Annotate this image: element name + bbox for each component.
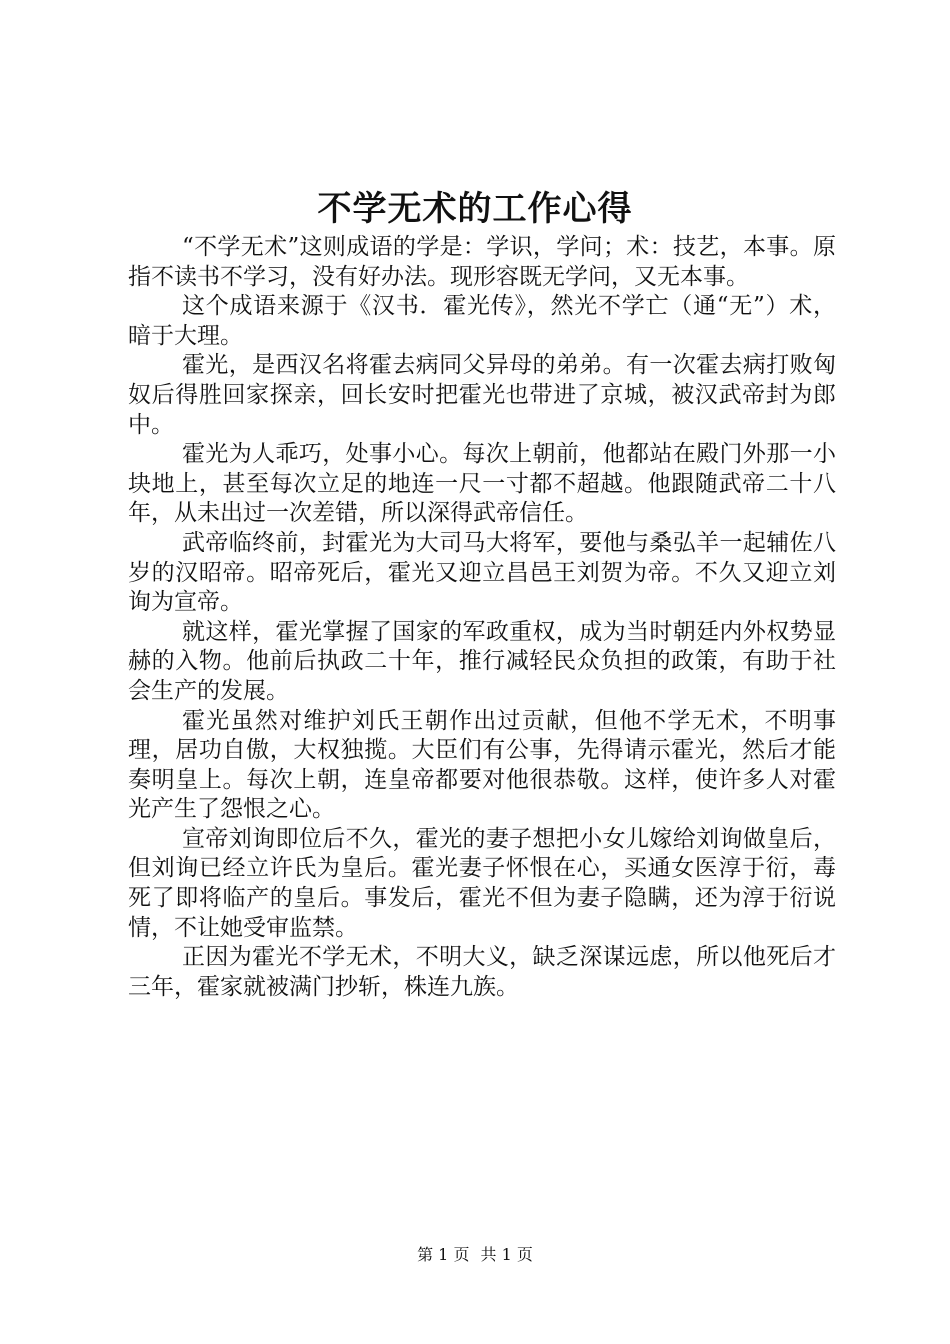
paragraph-1: “不学无术”这则成语的学是：学识，学问；术：技艺，本事。原指不读书不学习，没有好办法。现形容既无学问，又无本事。: [128, 234, 836, 290]
paragraph-6: 就这样，霍光掌握了国家的军政重权，成为当时朝廷内外权势显赫的入物。他前后执政二十年，推行减轻民众负担的政策，有助于社会生产的发展。: [128, 618, 836, 704]
paragraph-7: 霍光虽然对维护刘氏王朝作出过贡献，但他不学无术，不明事理，居功自傲，大权独揽。大臣们有公事，先得请示霍光，然后才能奏明皇上。每次上朝，连皇帝都要对他很恭敬。这样，使许多人对霍光产生了怨恨之心。: [128, 707, 836, 823]
document-body: [128, 233, 836, 1002]
paragraph-2: 这个成语来源于《汉书．霍光传》，然光不学亡（通“无”）术，暗于大理。: [128, 293, 836, 349]
page-number: 第 1 页: [417, 1245, 470, 1264]
document-title: 不学无术的工作心得: [317, 189, 633, 229]
paragraph-9: 正因为霍光不学无术，不明大义，缺乏深谋远虑，所以他死后才三年，霍家就被满门抄斩，株连九族。: [128, 944, 836, 1000]
paragraph-4: 霍光为人乖巧，处事小心。每次上朝前，他都站在殿门外那一小块地上，甚至每次立足的地连一尺一寸都不超越。他跟随武帝二十八年，从未出过一次差错，所以深得武帝信任。: [128, 441, 836, 527]
paragraph-5: 武帝临终前，封霍光为大司马大将军，要他与桑弘羊一起辅佐八岁的汉昭帝。昭帝死后，霍光又迎立昌邑王刘贺为帝。不久又迎立刘询为宣帝。: [128, 529, 836, 616]
paragraph-8: 宣帝刘询即位后不久，霍光的妻子想把小女儿嫁给刘询做皇后，但刘询已经立许氏为皇后。霍光妻子怀恨在心，买通女医淳于衍，毒死了即将临产的皇后。事发后，霍光不但为妻子隐瞒，还为淳于衍说情，不让她受审监禁。: [128, 825, 836, 941]
page-footer: [0, 1244, 950, 1266]
paragraph-3: 霍光，是西汉名将霍去病同父异母的弟弟。有一次霍去病打败匈奴后得胜回家探亲，回长安时把霍光也带进了京城，被汉武帝封为郎中。: [128, 352, 836, 438]
page-total: 共 1 页: [480, 1245, 533, 1264]
